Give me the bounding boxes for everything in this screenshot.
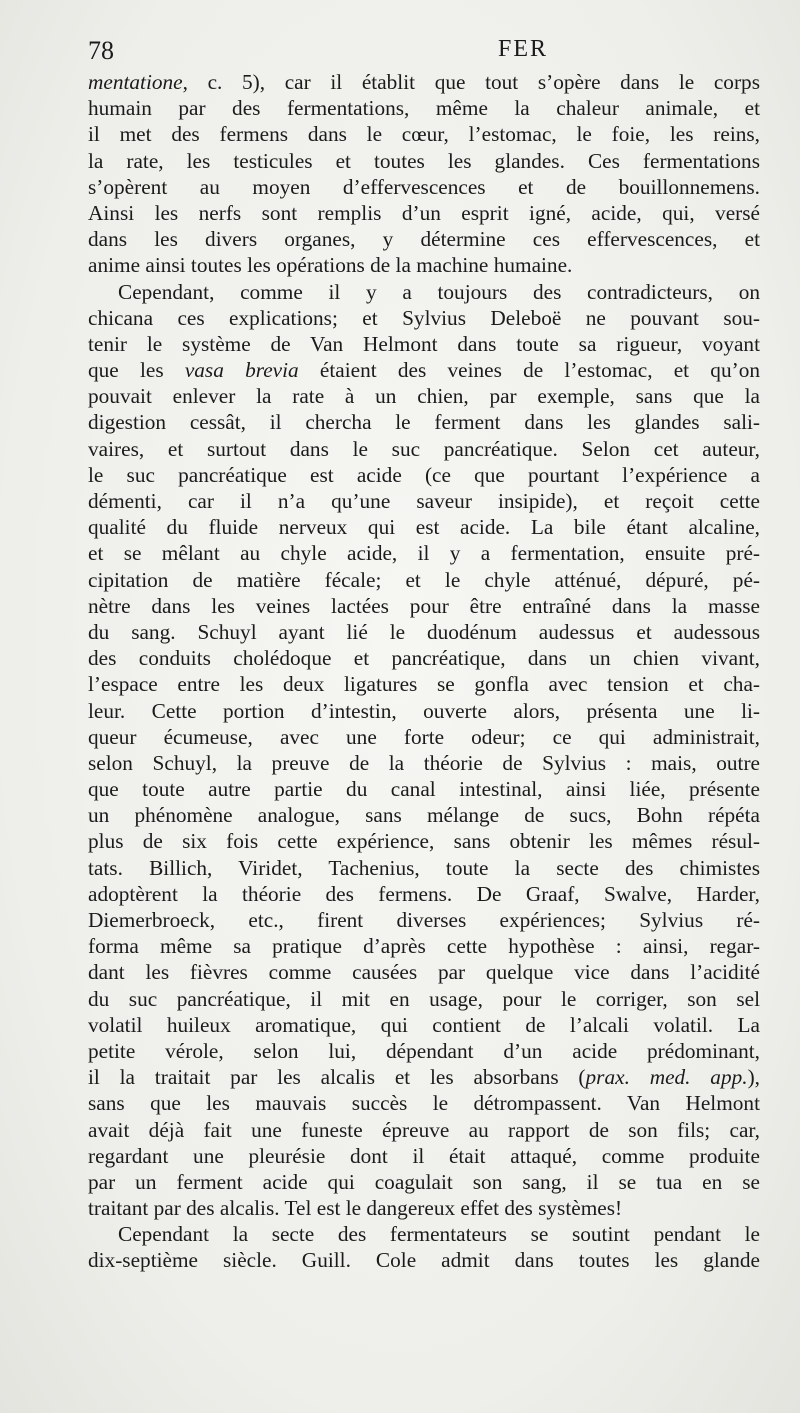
text-line: un phénomène analogue, sans mélange de sucs, Bohn répéta (88, 803, 760, 828)
text-line: dans les divers organes, y détermine ces effervescences, et (88, 227, 760, 252)
text-line: du sang. Schuyl ayant lié le duodénum audessus et audessous (88, 619, 760, 644)
text-line: selon Schuyl, la preuve de la théorie de Sylvius : mais, outre (88, 750, 760, 775)
text-line: par un ferment acide qui coagulait son sang, il se tua en se (88, 1169, 760, 1194)
text-line: tenir le système de Van Helmont dans toute sa rigueur, voyant (88, 331, 760, 356)
text-line: sans que les mauvais succès le détrompassent. Van Helmont (88, 1091, 760, 1116)
text-line: Ainsi les nerfs sont remplis d’un esprit igné, acide, qui, versé (88, 200, 760, 225)
text-line: et se mêlant au chyle acide, il y a fermentation, ensuite pré- (88, 541, 760, 566)
text-line: traitant par des alcalis. Tel est le dangereux effet des systèmes! (88, 1196, 623, 1221)
text-line: il met des fermens dans le cœur, l’estomac, le foie, les reins, (88, 122, 760, 147)
text-line: Cependant la secte des fermentateurs se soutint pendant le (118, 1222, 760, 1247)
italic-text: mentatione (88, 70, 183, 94)
text-line: nètre dans les veines lactées pour être entraîné dans la masse (88, 593, 760, 618)
running-head: FER (498, 36, 549, 62)
text-line: volatil huileux aromatique, qui contient de l’alcali volatil. La (88, 1012, 760, 1037)
text-line: dix-septième siècle. Guill. Cole admit dans toutes les glande (88, 1248, 760, 1273)
text-line: dant les fièvres comme causées par quelque vice dans l’acidité (88, 960, 760, 985)
text-segment: il la traitait par les alcalis et les absorbans ( (88, 1065, 586, 1090)
text-line: s’opèrent au moyen d’effervescences et de bouillonnemens. (88, 174, 760, 199)
text-line: forma même sa pratique d’après cette hypothèse : ainsi, regar- (88, 934, 760, 959)
text-line: cipitation de matière fécale; et le chyle atténué, dépuré, pé- (88, 567, 760, 592)
body-text (88, 69, 760, 1274)
italic-text: prax. med. app. (585, 1065, 748, 1090)
text-line: digestion cessât, il chercha le ferment dans les glandes sali- (88, 410, 760, 435)
page-header (88, 36, 760, 70)
text-line: du suc pancréatique, il mit en usage, pour le corriger, son sel (88, 986, 760, 1011)
text-line: des conduits cholédoque et pancréatique, dans un chien vivant, (88, 646, 760, 671)
text-segment: étaient des veines de l’estomac, et qu’on (298, 358, 760, 383)
text-line: Cependant, comme il y a toujours des contradicteurs, on (118, 279, 760, 304)
text-line: chicana ces explications; et Sylvius Deleboë ne pouvant sou- (88, 305, 760, 330)
text-segment: ), (747, 1065, 760, 1090)
text-line: la rate, les testicules et toutes les glandes. Ces fermentations (88, 148, 760, 173)
text-line: humain par des fermentations, même la chaleur animale, et (88, 96, 760, 121)
text-line: que toute autre partie du canal intestinal, ainsi liée, présente (88, 777, 760, 802)
text-line (88, 357, 760, 383)
text-line: pouvait enlever la rate à un chien, par exemple, sans que la (88, 384, 760, 409)
text-line: Diemerbroeck, etc., firent diverses expériences; Sylvius ré- (88, 908, 760, 932)
text-line (88, 1064, 760, 1090)
text-segment: , c. 5), car il établit que tout s’opère dans le corps (182, 70, 760, 94)
text-line: l’espace entre les deux ligatures se gonfla avec tension et cha- (88, 672, 760, 697)
text-line: vaires, et surtout dans le suc pancréatique. Selon cet auteur, (88, 436, 760, 461)
text-line: plus de six fois cette expérience, sans obtenir les mêmes résul- (88, 829, 760, 854)
text-line: démenti, car il n’a qu’une saveur insipide), et reçoit cette (88, 489, 760, 513)
text-line: qualité du fluide nerveux qui est acide. La bile étant alcaline, (88, 515, 760, 540)
page-number: 78 (88, 36, 114, 65)
italic-text: vasa brevia (184, 358, 299, 383)
text-line: adoptèrent la théorie des fermens. De Graaf, Swalve, Harder, (88, 881, 760, 906)
text-line: tats. Billich, Viridet, Tachenius, toute la secte des chimistes (88, 855, 760, 880)
text-line: anime ainsi toutes les opérations de la machine humaine. (88, 253, 573, 278)
text-line (88, 69, 760, 95)
text-line: queur écumeuse, avec une forte odeur; ce qui administrait, (88, 724, 760, 749)
text-segment: que les (88, 358, 185, 383)
text-line: le suc pancréatique est acide (ce que pourtant l’expérience a (88, 462, 760, 487)
text-line: regardant une pleurésie dont il était attaqué, comme produite (88, 1143, 760, 1168)
text-line: avait déjà fait une funeste épreuve au rapport de son fils; car, (88, 1117, 760, 1142)
text-line: petite vérole, selon lui, dépendant d’un acide prédominant, (88, 1038, 760, 1063)
text-line: leur. Cette portion d’intestin, ouverte alors, présenta une li- (88, 698, 760, 723)
